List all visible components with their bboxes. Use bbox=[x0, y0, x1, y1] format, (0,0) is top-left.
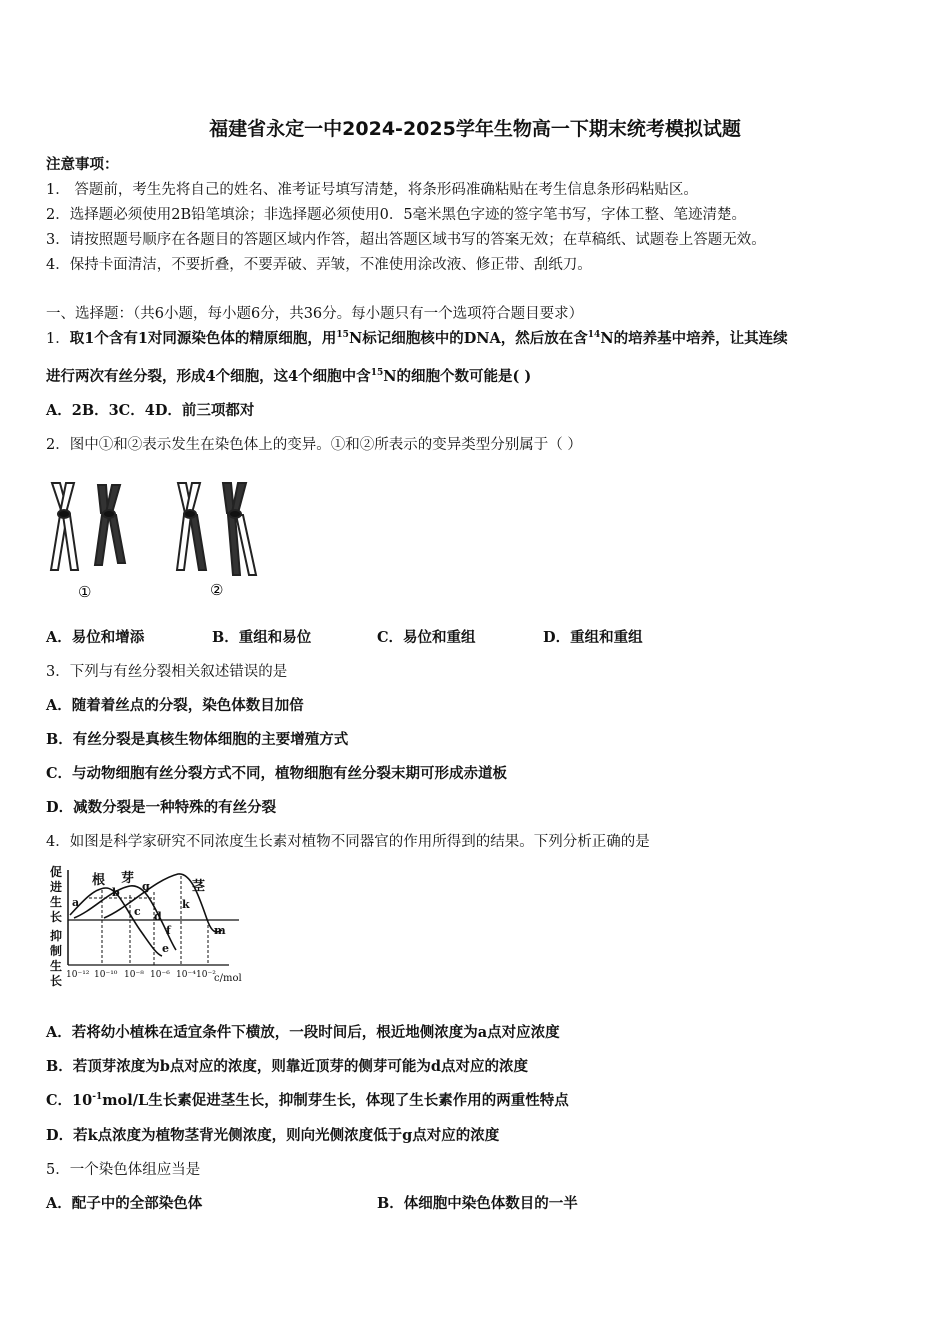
notice-heading: 注意事项： bbox=[46, 156, 119, 173]
notice-item-2: 2．选择题必须使用2B铅笔填涂；非选择题必须使用0．5毫米黑色字迹的签字笔书写，字体工整、笔迹清楚。 bbox=[46, 207, 747, 223]
x-tick-1: 10⁻¹² bbox=[66, 970, 90, 980]
point-label-g: g bbox=[142, 880, 150, 893]
page-title: 福建省永定一中2024-2025学年生物高一下期末统考模拟试题 bbox=[209, 118, 741, 140]
question-2-option-a: A．易位和增添 bbox=[46, 629, 145, 646]
point-label-f: f bbox=[166, 924, 171, 937]
point-label-d: d bbox=[154, 910, 162, 923]
question-1-line-2: 进行两次有丝分裂，形成4个细胞，这4个细胞中含$^{15}$N的细胞个数可能是( ) bbox=[46, 368, 532, 385]
question-1-line-1: 1．取1个含有1对同源染色体的精原细胞，用$^{15}$N标记细胞核中的DNA，然后放在含$^{14}$N的培养基中培养，让其连续 bbox=[46, 330, 788, 347]
curve-label-bud: 芽 bbox=[121, 871, 135, 886]
curve-label-stem: 茎 bbox=[192, 879, 206, 894]
notice-item-3: 3．请按照题号顺序在各题目的答题区域内作答，超出答题区域书写的答案无效；在草稿纸、试题卷上答题无效。 bbox=[46, 232, 766, 248]
point-label-a: a bbox=[72, 896, 80, 909]
chromosome-figure bbox=[40, 475, 270, 610]
question-3-option-a: A．随着着丝点的分裂，染色体数目加倍 bbox=[46, 697, 304, 714]
figure-label-2: ② bbox=[210, 581, 224, 599]
question-4-option-b: B．若顶芽浓度为b点对应的浓度，则靠近顶芽的侧芽可能为d点对应的浓度 bbox=[46, 1058, 529, 1075]
question-5-option-b: B．体细胞中染色体数目的一半 bbox=[377, 1195, 578, 1212]
curve-label-root: 根 bbox=[92, 873, 106, 888]
question-4-option-c: C．$10^{-1}mol/L$生长素促进茎生长，抑制芽生长，体现了生长素作用的两重性特点 bbox=[46, 1092, 569, 1109]
question-3-option-d: D．减数分裂是一种特殊的有丝分裂 bbox=[46, 799, 277, 816]
y-label-promote-2: 进 bbox=[50, 880, 63, 894]
point-label-b: b bbox=[112, 886, 120, 899]
x-tick-6: 10⁻² bbox=[196, 970, 216, 980]
question-5-option-a: A．配子中的全部染色体 bbox=[46, 1195, 203, 1212]
point-label-c: c bbox=[134, 905, 141, 918]
question-2-option-b: B．重组和易位 bbox=[212, 629, 312, 646]
y-label-promote-4: 长 bbox=[50, 910, 63, 924]
question-4-option-d: D．若k点浓度为植物茎背光侧浓度，则向光侧浓度低于g点对应的浓度 bbox=[46, 1127, 500, 1144]
y-label-inhibit-1: 抑 bbox=[50, 929, 63, 943]
chromosome-pair-2 bbox=[177, 483, 256, 575]
question-3-stem: 3．下列与有丝分裂相关叙述错误的是 bbox=[46, 664, 288, 680]
y-label-inhibit-3: 生 bbox=[50, 959, 63, 973]
question-3-option-c: C．与动物细胞有丝分裂方式不同，植物细胞有丝分裂末期可形成赤道板 bbox=[46, 765, 508, 782]
question-4-stem: 4．如图是科学家研究不同浓度生长素对植物不同器官的作用所得到的结果。下列分析正确的是 bbox=[46, 834, 650, 850]
x-tick-3: 10⁻⁸ bbox=[124, 970, 144, 980]
point-label-m: m bbox=[214, 924, 226, 937]
question-4-option-a: A．若将幼小植株在适宜条件下横放，一段时间后，根近地侧浓度为a点对应浓度 bbox=[46, 1024, 560, 1041]
question-2-option-d: D．重组和重组 bbox=[543, 629, 643, 646]
auxin-graph bbox=[44, 860, 254, 990]
notice-item-4: 4．保持卡面清洁，不要折叠，不要弄破、弄皱，不准使用涂改液、修正带、刮纸刀。 bbox=[46, 257, 592, 273]
point-label-e: e bbox=[162, 942, 169, 955]
y-label-promote-1: 促 bbox=[50, 865, 63, 879]
question-3-option-b: B．有丝分裂是真核生物体细胞的主要增殖方式 bbox=[46, 731, 349, 748]
y-label-inhibit-4: 长 bbox=[50, 974, 63, 988]
section-heading: 一、选择题：（共6小题，每小题6分，共36分。每小题只有一个选项符合题目要求） bbox=[46, 306, 584, 322]
x-tick-2: 10⁻¹⁰ bbox=[94, 970, 118, 980]
y-label-promote-3: 生 bbox=[50, 895, 63, 909]
question-5-stem: 5．一个染色体组应当是 bbox=[46, 1162, 201, 1178]
figure-label-1: ① bbox=[78, 583, 92, 601]
question-2-stem: 2．图中①和②表示发生在染色体上的变异。①和②所表示的变异类型分别属于（ ） bbox=[46, 437, 582, 453]
chromosome-pair-1 bbox=[51, 483, 125, 570]
question-1-options: A．2B．3C．4D．前三项都对 bbox=[46, 402, 255, 419]
x-unit: c/mol bbox=[214, 973, 242, 984]
y-label-inhibit-2: 制 bbox=[50, 944, 63, 958]
x-tick-4: 10⁻⁶ bbox=[150, 970, 170, 980]
point-label-k: k bbox=[182, 898, 190, 911]
x-tick-5: 10⁻⁴ bbox=[176, 970, 196, 980]
notice-item-1: 1． 答题前，考生先将自己的姓名、准考证号填写清楚，将条形码准确粘贴在考生信息条形码粘贴区。 bbox=[46, 182, 698, 198]
question-2-option-c: C．易位和重组 bbox=[377, 629, 476, 646]
